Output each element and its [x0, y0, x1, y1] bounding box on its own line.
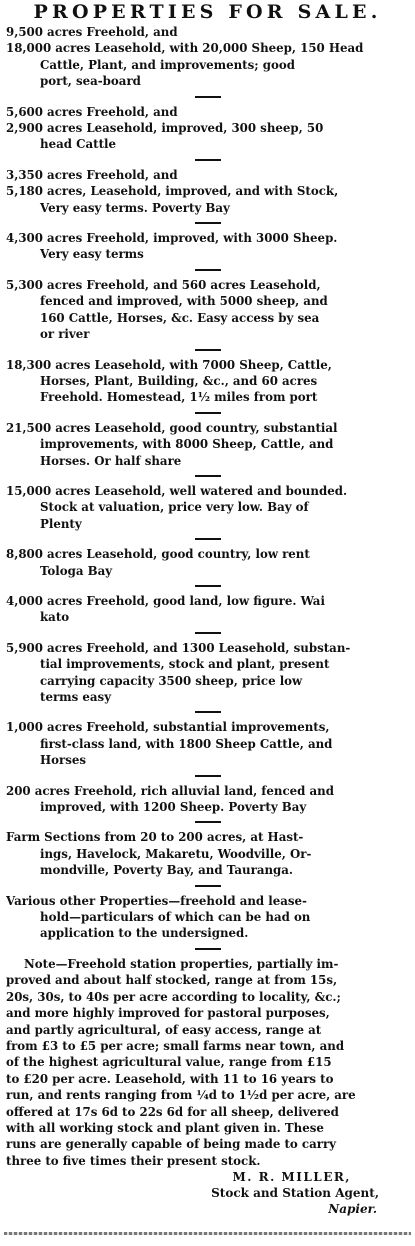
listing-line: fenced and improved, with 5000 sheep, and	[40, 294, 328, 309]
bottom-divider	[4, 1232, 411, 1235]
separator-rule	[195, 885, 221, 887]
listing-line: ings, Havelock, Makaretu, Woodville, Or-	[40, 846, 312, 861]
listing-line: or river	[40, 327, 90, 342]
listing-line: Very easy terms	[40, 247, 144, 262]
note-line: to £20 per acre. Leasehold, with 11 to 16 years to	[6, 1071, 334, 1086]
listing-line: port, sea-board	[40, 74, 141, 89]
listing-line: hold—particulars of which can be had on	[40, 910, 311, 925]
property-listing	[6, 893, 409, 942]
property-listing	[6, 546, 409, 579]
note-line: run, and rents ranging from ¼d to 1½d per acre, are	[6, 1088, 356, 1103]
listing-line: 18,000 acres Leasehold, with 20,000 Sheep, 150 Head	[6, 41, 364, 56]
property-listing	[6, 483, 409, 532]
separator-rule	[195, 775, 221, 777]
note-line: proved and about half stocked, range at from 15s,	[6, 973, 338, 988]
listing-line: Farm Sections from 20 to 200 acres, at Hast-	[6, 830, 304, 845]
note-line: and more highly improved for pastoral purposes,	[6, 1006, 330, 1021]
property-listing	[6, 24, 409, 90]
headline: PROPERTIES FOR SALE.	[33, 1, 382, 23]
listing-line: mondville, Poverty Bay, and Tauranga.	[40, 863, 294, 878]
listing-line: Plenty	[40, 516, 82, 531]
listing-line: application to the undersigned.	[40, 926, 249, 941]
listing-line: carrying capacity 3500 sheep, price low	[40, 673, 303, 688]
listing-line: 5,300 acres Freehold, and 560 acres Leasehold,	[6, 277, 321, 292]
listing-line: 2,900 acres Leasehold, improved, 300 sheep, 50	[6, 121, 324, 136]
listing-line: 160 Cattle, Horses, &c. Easy access by sea	[40, 310, 320, 325]
note-line: 20s, 30s, to 40s per acre according to locality, &c.;	[6, 989, 341, 1004]
listing-line: 5,180 acres, Leasehold, improved, and with Stock,	[6, 184, 339, 199]
separator-rule	[195, 412, 221, 414]
listing-line: 15,000 acres Leasehold, well watered and bounded.	[6, 483, 348, 498]
separator-rule	[195, 349, 221, 351]
listing-line: 18,300 acres Leasehold, with 7000 Sheep, Cattle,	[6, 357, 332, 372]
listing-line: Tologa Bay	[40, 563, 113, 578]
listing-line: 3,350 acres Freehold, and	[6, 167, 178, 182]
separator-rule	[195, 96, 221, 98]
property-listing	[6, 640, 409, 706]
listing-line: 200 acres Freehold, rich alluvial land, fenced and	[6, 783, 334, 798]
listing-line: 5,600 acres Freehold, and	[6, 104, 178, 119]
listing-line: Very easy terms. Poverty Bay	[40, 200, 230, 215]
listing-line: terms easy	[40, 690, 112, 704]
property-listing	[6, 719, 409, 768]
separator-rule	[195, 585, 221, 587]
listing-line: Horses. Or half share	[40, 453, 182, 468]
separator-rule	[195, 948, 221, 950]
listing-line: 21,500 acres Leasehold, good country, substantial	[6, 420, 338, 435]
note-paragraph	[6, 956, 409, 1169]
listing-line: 9,500 acres Freehold, and	[6, 25, 178, 39]
separator-rule	[195, 475, 221, 477]
separator-rule	[195, 538, 221, 540]
listing-line: improvements, with 8000 Sheep, Cattle, and	[40, 437, 334, 452]
note-line: three to five times their present stock.	[6, 1153, 261, 1168]
separator-rule	[195, 269, 221, 271]
listing-line: head Cattle	[40, 137, 117, 152]
property-listings	[6, 24, 409, 950]
note-line: and partly agricultural, of easy access, range at	[6, 1022, 322, 1037]
listing-line: Horses	[40, 753, 87, 768]
agent-title: Stock and Station Agent,	[211, 1186, 379, 1201]
listing-line: 4,000 acres Freehold, good land, low figure. Wai	[6, 593, 325, 608]
property-listing	[6, 167, 409, 216]
property-listing	[6, 230, 409, 263]
note-line: Note—Freehold station properties, partially im-	[24, 956, 339, 971]
note-line: from £3 to £5 per acre; small farms near town, and	[6, 1038, 345, 1053]
separator-rule	[195, 711, 221, 713]
agent-place: Napier.	[328, 1202, 377, 1217]
note-line: runs are generally capable of being made to carry	[6, 1137, 337, 1152]
note-line: of the highest agricultural value, range from £15	[6, 1055, 332, 1070]
separator-rule	[195, 222, 221, 224]
listing-line: kato	[40, 610, 70, 625]
listing-line: tial improvements, stock and plant, present	[40, 657, 330, 672]
property-listing	[6, 420, 409, 469]
listing-line: 4,300 acres Freehold, improved, with 3000 Sheep.	[6, 231, 338, 246]
note-line: offered at 17s 6d to 22s 6d for all sheep, delivered	[6, 1104, 339, 1119]
note-line: with all working stock and plant given in. These	[6, 1120, 324, 1135]
listing-line: 8,800 acres Leasehold, good country, low rent	[6, 547, 310, 562]
listing-line: 1,000 acres Freehold, substantial improvements,	[6, 720, 330, 735]
agent-name: M. R. MILLER,	[232, 1170, 351, 1185]
listing-line: Freehold. Homestead, 1½ miles from port	[40, 390, 318, 405]
property-listing	[6, 783, 409, 816]
listing-line: first-class land, with 1800 Sheep Cattle, and	[40, 736, 333, 751]
property-listing	[6, 277, 409, 343]
listing-line: improved, with 1200 Sheep. Poverty Bay	[40, 800, 307, 815]
listing-line: Stock at valuation, price very low. Bay of	[40, 500, 309, 515]
separator-rule	[195, 159, 221, 161]
property-listing	[6, 357, 409, 406]
separator-rule	[195, 821, 221, 823]
property-listing	[6, 829, 409, 878]
listing-line: Horses, Plant, Building, &c., and 60 acres	[40, 373, 318, 388]
listing-line: Various other Properties—freehold and lease-	[6, 893, 307, 908]
separator-rule	[195, 632, 221, 634]
property-listing	[6, 593, 409, 626]
listing-line: Cattle, Plant, and improvements; good	[40, 57, 295, 72]
listing-line: 5,900 acres Freehold, and 1300 Leasehold, substan-	[6, 640, 351, 655]
property-listing	[6, 104, 409, 153]
